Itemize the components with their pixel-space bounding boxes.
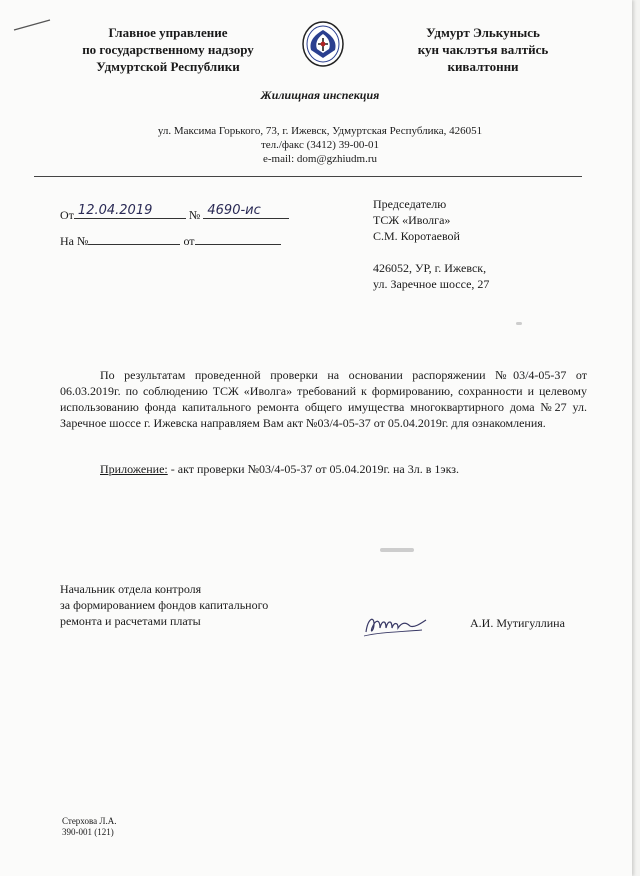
- recipient-block: [373, 196, 489, 292]
- signatory-title-line: Начальник отдела контроля: [60, 582, 202, 596]
- recipient-line: Председателю: [373, 197, 447, 211]
- signatory-name: А.И. Мутигуллина: [470, 616, 565, 630]
- outgoing-number: 4690-ис: [207, 203, 261, 218]
- incoming-number-field: [88, 232, 180, 245]
- signatory-title-line: ремонта и расчетами платы: [60, 614, 201, 628]
- header-divider: [34, 176, 582, 177]
- recipient-address-line: ул. Заречное шоссе, 27: [373, 277, 490, 291]
- to-number-label: На №: [60, 234, 89, 248]
- handwritten-signature-icon: [360, 610, 430, 640]
- recipient-address-line: 426052, УР, г. Ижевск,: [373, 261, 487, 275]
- from-label: От: [60, 208, 74, 222]
- issuer-line: Главное управление: [108, 25, 228, 40]
- signatory-title-line: за формированием фондов капитального: [60, 598, 269, 612]
- outgoing-number-field: [203, 203, 289, 219]
- recipient-line: С.М. Коротаевой: [373, 229, 460, 243]
- issuer-phone: тел./факс (3412) 39-00-01: [260, 139, 380, 151]
- issuer-line: кун чаклэтъя валтйсь: [417, 42, 549, 57]
- incoming-reference: [60, 232, 281, 249]
- number-label: №: [188, 208, 201, 222]
- udmurt-coat-of-arms-icon: [301, 20, 345, 68]
- issuer-line: Удмуртской Республики: [96, 59, 240, 74]
- recipient-line: ТСЖ «Иволга»: [373, 213, 451, 227]
- department-name: Жилищная инспекция: [260, 88, 380, 102]
- executor-phone: 390-001 (121): [62, 827, 114, 837]
- issuer-line: кивалтонни: [447, 59, 519, 74]
- outgoing-date: 12.04.2019: [77, 203, 153, 218]
- outgoing-date-field: [74, 203, 186, 219]
- appendix-line: [100, 462, 459, 477]
- to-date-label: от: [183, 234, 195, 248]
- letter-body: По результатам проведенной проверки на основании распоряжении №03/4-05-37 от 06.03.2019г. по соблюдению ТСЖ «Иволга» требований к формированию, сохранности и целевому использованию фонда капитального ремонта общего имущества многоквартирного дома №27 ул. Заречное шоссе г. Ижевска направляем Вам акт №03/4-05-37 от 05.04.2019г. для ознакомления.: [60, 368, 587, 430]
- executor-name: Стерхова Л.А.: [62, 816, 117, 826]
- issuer-line: Удмурт Элькунысь: [426, 25, 540, 40]
- appendix-text: - акт проверки №03/4-05-37 от 05.04.2019г. на 3л. в 1экз.: [167, 462, 459, 476]
- issuer-name-udm: [388, 24, 578, 75]
- outgoing-reference: [60, 203, 289, 223]
- issuer-line: по государственному надзору: [82, 42, 254, 57]
- incoming-date-field: [195, 232, 281, 245]
- paper-mark-icon: [12, 18, 52, 32]
- executor-block: [62, 816, 116, 838]
- issuer-name-ru: [58, 24, 278, 75]
- issuer-address: ул. Максима Горького, 73, г. Ижевск, Удмуртская Республика, 426051: [157, 125, 483, 137]
- paper-speck: [516, 322, 522, 325]
- issuer-email: e-mail: dom@gzhiudm.ru: [263, 153, 377, 165]
- appendix-label: Приложение:: [100, 462, 168, 476]
- paper-speck: [380, 548, 414, 552]
- signatory-title: [60, 581, 268, 629]
